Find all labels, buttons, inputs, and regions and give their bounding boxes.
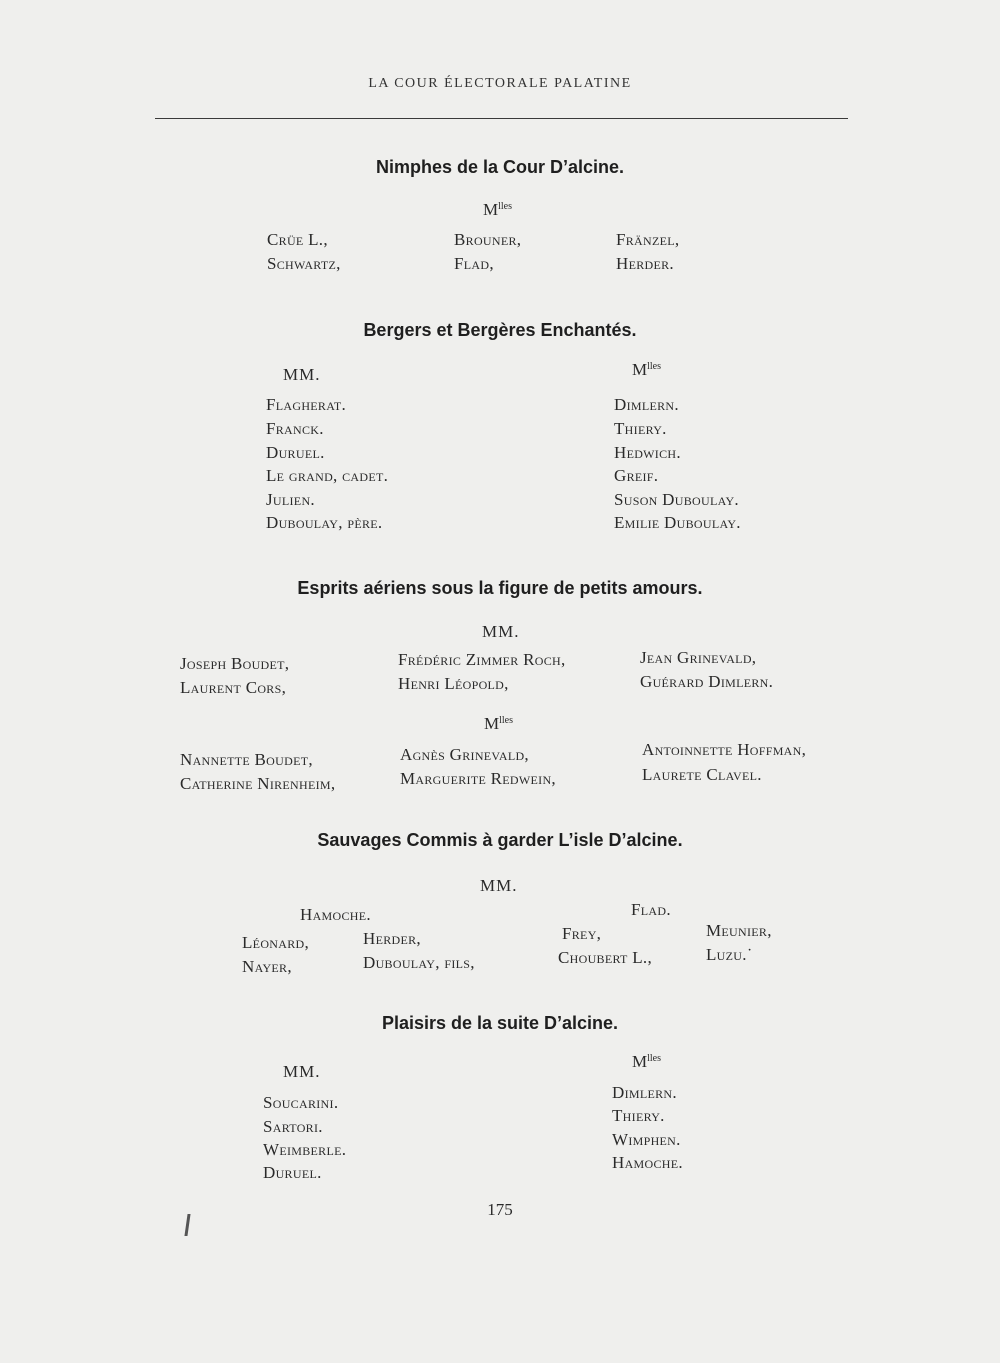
name-entry: Soucarini. bbox=[263, 1093, 339, 1112]
name-entry: Laurent Cors, bbox=[180, 678, 287, 697]
name-entry: Flagherat. bbox=[266, 395, 347, 414]
mm-label: MM. bbox=[480, 876, 518, 895]
name-entry: Herder. bbox=[616, 254, 674, 273]
name-entry: Nayer, bbox=[242, 957, 292, 976]
mlles-label-sup: lles bbox=[647, 1053, 662, 1064]
mlles-label: $M^{lles}$ bbox=[484, 714, 514, 733]
page-number: 175 bbox=[487, 1200, 513, 1219]
name-entry: Herder, bbox=[363, 929, 421, 948]
name-entry: Flad, bbox=[454, 254, 494, 273]
section-title: Plaisirs de la suite D’alcine. bbox=[381, 1013, 619, 1033]
mm-label: MM. bbox=[283, 365, 321, 384]
mlles-label: $M^{lles}$ bbox=[632, 1052, 662, 1071]
name-entry: Brouner, bbox=[454, 230, 522, 249]
mlles-label-sup: lles bbox=[498, 201, 513, 212]
mlles-label: $M^{lles}$ bbox=[483, 200, 513, 219]
name-entry: Laurete Clavel. bbox=[642, 765, 762, 784]
name-entry: Thiery. bbox=[614, 419, 667, 438]
name-entry: Duruel. bbox=[263, 1163, 322, 1182]
name-entry: Joseph Boudet, bbox=[180, 654, 290, 673]
name-entry: Julien. bbox=[266, 490, 315, 509]
name-entry: Dimlern. bbox=[612, 1083, 677, 1102]
name-entry: Crüe L., bbox=[267, 230, 328, 249]
name-entry: Catherine Nirenheim, bbox=[180, 774, 336, 793]
name-entry: Léonard, bbox=[242, 933, 310, 952]
name-entry: Nannette Boudet, bbox=[180, 750, 313, 769]
running-head: LA COUR ÉLECTORALE PALATINE bbox=[368, 76, 632, 91]
name-entry: Le grand, cadet. bbox=[266, 466, 389, 485]
name-entry: Meunier, bbox=[706, 921, 772, 940]
name-entry: Franck. bbox=[266, 419, 324, 438]
name-entry: Hedwich. bbox=[614, 443, 681, 462]
mlles-label-sup: lles bbox=[647, 361, 662, 372]
name-entry: Marguerite Redwein, bbox=[400, 769, 556, 788]
name-entry: Emilie Duboulay. bbox=[614, 513, 741, 532]
name-entry: Weimberle. bbox=[263, 1140, 347, 1159]
name-entry: Fränzel, bbox=[616, 230, 680, 249]
name-entry: Flad. bbox=[631, 900, 671, 919]
name-entry: Dimlern. bbox=[614, 395, 679, 414]
mm-label: MM. bbox=[283, 1062, 321, 1081]
section-title: Sauvages Commis à garder L’isle D’alcine. bbox=[317, 830, 683, 850]
name-entry: Frédéric Zimmer Roch, bbox=[398, 650, 566, 669]
mlles-label: $M^{lles}$ bbox=[632, 360, 662, 379]
name-entry: Greif. bbox=[614, 466, 659, 485]
section-title: Bergers et Bergères Enchantés. bbox=[363, 320, 637, 340]
name-entry: Duruel. bbox=[266, 443, 325, 462]
section-title: Nimphes de la Cour D’alcine. bbox=[375, 157, 625, 177]
name-entry: Henri Léopold, bbox=[398, 674, 509, 693]
name-entry: Sartori. bbox=[263, 1117, 323, 1136]
name-entry: Duboulay, père. bbox=[266, 513, 383, 532]
name-entry: Frey, bbox=[562, 924, 602, 943]
name-entry: Schwartz, bbox=[267, 254, 341, 273]
name-entry: Wimphen. bbox=[612, 1130, 681, 1149]
name-entry: Luzu.˙ bbox=[706, 945, 753, 964]
mlles-label-sup: lles bbox=[499, 715, 514, 726]
name-entry: Thiery. bbox=[612, 1106, 665, 1125]
name-entry: Guérard Dimlern. bbox=[640, 672, 774, 691]
name-entry: Antoinnette Hoffman, bbox=[642, 740, 807, 759]
section-title: Esprits aériens sous la figure de petits amours. bbox=[297, 578, 703, 598]
mm-label: MM. bbox=[482, 622, 520, 641]
name-entry: Agnès Grinevald, bbox=[400, 745, 529, 764]
header-rule bbox=[155, 118, 848, 119]
name-entry: Hamoche. bbox=[612, 1153, 683, 1172]
name-entry: Suson Duboulay. bbox=[614, 490, 739, 509]
name-entry: Choubert L., bbox=[558, 948, 653, 967]
name-entry: Hamoche. bbox=[300, 905, 371, 924]
name-entry: Jean Grinevald, bbox=[640, 648, 757, 667]
name-entry: Duboulay, fils, bbox=[363, 953, 475, 972]
